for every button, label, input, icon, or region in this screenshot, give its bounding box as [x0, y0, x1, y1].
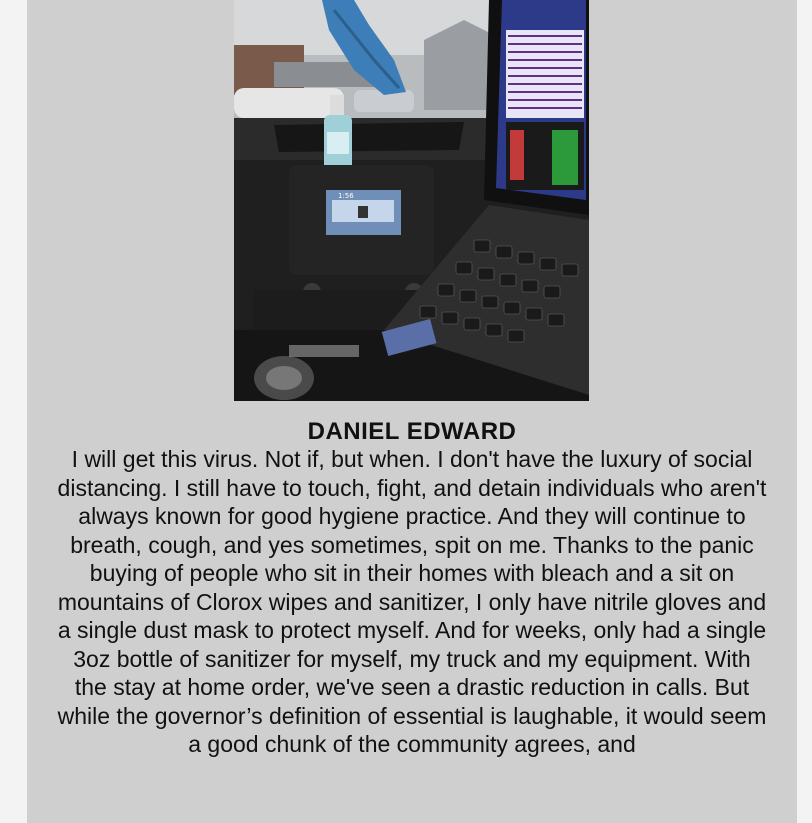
vehicle-laptop-photo: [234, 0, 589, 401]
svg-text:1:56: 1:56: [338, 192, 354, 200]
photo-illustration: [234, 0, 589, 401]
author-name: DANIEL EDWARD: [307, 418, 517, 445]
article-panel: [27, 0, 797, 823]
quote-text: I will get this virus. Not if, but when. I don't have the luxury of social distancing. I still have to touch, fight, and detain individuals who aren't always known for good hygiene practice. And they will continue to breath, cough, and yes sometimes, spit on me. Thanks to the panic buying of people who sit in their homes with bleach and a sit on mountains of Clorox wipes and sanitizer, I only have nitrile gloves and a single dust mask to protect myself. And for weeks, only had a single 3oz bottle of sanitizer for myself, my truck and my equipment. With the stay at home order, we've seen a drastic reduction in calls. But while the governor’s definition of essential is laughable, it would seem a good chunk of the community agrees, and: [57, 446, 767, 757]
